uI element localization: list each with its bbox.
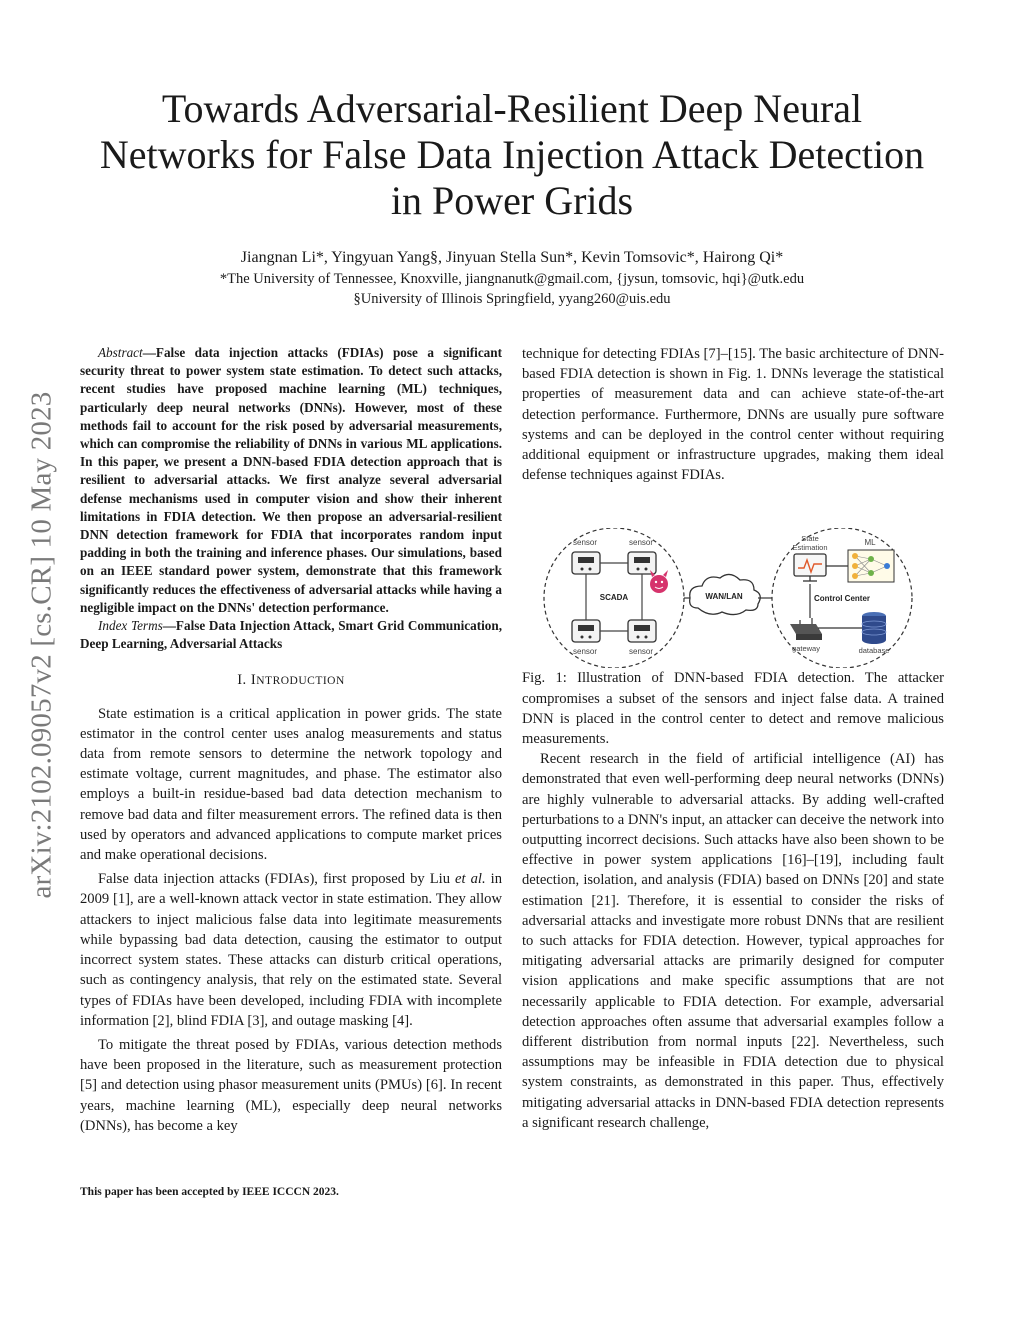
sensor-label-tr: sensor <box>629 538 654 548</box>
right-paragraph-1: technique for detecting FDIAs [7]–[15]. The basic architecture of DNN-based FDIA detection is shown in Fig. 1. DNNs leverage the statistical properties of measurement data and can achieve state-of-the-art detection performance. Furthermore, DNNs are usually pure software systems and can be deployed in the control center without requiring additional equipment or infrastructure upgrades, making them ideal defense techniques against FDIAs. <box>522 346 944 484</box>
meter-icon-tr <box>628 552 656 574</box>
intro-paragraph-1: State estimation is a critical application in power grids. The state estimator in the control center uses analog measurements and status data from remote sensors to determine the network topology and estimate voltage, current magnitudes, and phase. The estimator also employs a built-in residue-based bad data detection mechanism to remove bad data and filter measurement errors. The refined data is then used by operators and advanced applications to compute market prices and make operational decisions. <box>80 705 502 864</box>
paper-title: Towards Adversarial-Resilient Deep Neural Networks for False Data Injection Attack Detection in Power Grids <box>99 86 925 223</box>
database-label: database <box>858 646 890 656</box>
state-estimation-label-1: State <box>801 534 819 544</box>
sensor-label-tl: sensor <box>573 538 598 548</box>
arxiv-stamp <box>12 345 72 945</box>
index-terms: Index Terms—False Data Injection Attack, Smart Grid Communication, Deep Learning, Adversarial Attacks <box>80 618 502 652</box>
footnote: This paper has been accepted by IEEE ICCCN 2023. <box>80 1186 339 1198</box>
intro-paragraph-3: To mitigate the threat posed by FDIAs, various detection methods have been proposed in the literature, such as measurement protection [5] and detection using phasor measurement units (PMUs) [6]. In recent years, machine learning (ML), especially deep neural networks (DNNs), has become a key <box>80 1036 502 1134</box>
database-icon <box>862 612 886 644</box>
monitor-icon <box>794 554 826 581</box>
index-terms-label: Index Terms <box>98 618 163 634</box>
arxiv-id: arXiv:2102.09057v2 [cs.CR] 10 May 2023 <box>25 391 58 899</box>
sensor-label-bl: sensor <box>573 647 598 657</box>
intro-p2-start: False data injection attacks (FDIAs), first proposed by Liu <box>98 871 456 888</box>
right-column <box>522 344 944 1133</box>
intro-p2-etal: et al. <box>455 871 486 888</box>
state-estimation-label-2: Estimation <box>792 543 828 553</box>
ml-label: ML <box>864 538 876 548</box>
section-heading <box>80 670 502 691</box>
gateway-icon <box>790 618 822 640</box>
affiliation-2: §University of Illinois Springfield, yyang260@uis.edu <box>353 291 671 307</box>
control-center-label: Control Center <box>814 594 870 604</box>
section-rest: NTRODUCTION <box>256 675 345 688</box>
abstract-label: Abstract <box>98 345 143 360</box>
abstract: Abstract—False data injection attacks (FDIAs) pose a significant security threat to power system state estimation. To detect such attacks, recent studies have proposed machine learning (ML) techniques, particularly deep neural networks (DNNs). However, most of these methods fail to account for the risk posed by adversarial measurements, which can compromise the reliability of DNNs in various ML applications. In this paper, we present a DNN-based FDIA detection approach that is resilient to adversarial attacks. We first analyze several adversarial defense mechanisms used in computer vision and show their inherent limitations in FDIA detection. We then propose an adversarial-resilient DNN detection framework for FDIA that incorporates random input padding in both the training and inference phases. Our simulations, based on an IEEE standard power system, demonstrate that this framework significantly reduces the effectiveness of adversarial attacks while having a negligible impact on the DNNs' detection performance. <box>80 345 502 615</box>
wan-label: WAN/LAN <box>705 592 743 602</box>
meter-icon-br <box>628 620 656 642</box>
intro-p2-end: in 2009 [1], are a well-known attack vector in state estimation. They allow attackers to inject malicious false data into legitimate measurements while bypassing bad data detection, causing the estimator to output incorrect system states. These attacks can disturb critical operations, such as contingency analysis, that rely on the estimated state. Several types of FDIAs have been developed, including FDIA with incomplete information [2], blind FDIA [3], and outage masking [4]. <box>80 871 503 1029</box>
abstract-text: False data injection attacks (FDIAs) pose a significant security threat to power system state estimation. To detect such attacks, recent studies have proposed machine learning (ML) techniques, particularly deep neural networks (DNNs). However, most of these methods fail to account for the risk posed by adversarial measurements, which can compromise the reliability of DNNs in various ML applications. In this paper, we present a DNN-based FDIA detection approach that is resilient to adversarial attacks. We first analyze several adversarial defense mechanisms used in computer vision and show their inherent limitations in FDIA detection. We then propose an adversarial-resilient DNN detection framework for FDIA that incorporates random input padding in both the training and inference phases. Our simulations, based on an IEEE standard power system, demonstrate that this framework significantly reduces the effectiveness of adversarial attacks while having a negligible impact on the DNNs' detection performance. <box>80 345 502 615</box>
author-block <box>80 247 944 309</box>
attacker-devil-icon <box>650 570 668 593</box>
affiliation-1: *The University of Tennessee, Knoxville, jiangnanutk@gmail.com, {jysun, tomsovic, hqi}@utk.edu <box>219 271 805 287</box>
sensor-label-br: sensor <box>629 647 654 657</box>
section-number: I. <box>237 672 247 689</box>
right-paragraph-2: Recent research in the field of artificial intelligence (AI) has demonstrated that even well-performing deep neural networks (DNNs) are highly vulnerable to adversarial attacks. By adding well-crafted perturbations to a DNN's input, an attacker can deceive the network into outputting incorrect decisions. Such attacks have also been shown to be effective in power system applications [16]–[19], including fault detection, isolation, and analysis (FDIA) based on DNNs [20] and state estimation [21]. Therefore, it is essential to consider the risks of adversarial attacks and investigate more robust DNNs that are resilient to such attacks for FDIA detection. However, typical approaches for mitigating adversarial attacks are primarily designed for computer vision applications and make specific assumptions that are not necessarily applicable to FDIA detection. For example, adversarial detection approaches often assume that adversarial examples follow a different distribution from normal inputs [22]. Nevertheless, such assumptions may be infeasible in FDIA detection due to physical system constraints, as demonstrated in this paper. Thus, effectively mitigating adversarial attacks in DNN-based FDIA detection represents a significant research challenge, <box>522 751 944 1131</box>
neural-network-icon <box>848 550 894 582</box>
scada-label: SCADA <box>599 593 629 603</box>
section-initial: I <box>250 672 257 689</box>
intro-paragraph-2 <box>80 869 502 1031</box>
meter-icon-bl <box>572 620 600 642</box>
index-terms-text: False Data Injection Attack, Smart Grid Communication, Deep Learning, Adversarial Attacks <box>80 618 502 652</box>
figure-1-diagram <box>522 528 944 668</box>
gateway-label: gateway <box>792 644 820 654</box>
figure-caption: Fig. 1: Illustration of DNN-based FDIA detection. The attacker compromises a subset of the sensors and inject false data. A trained DNN is placed in the control center to detect and remove malicious measurements. <box>522 670 944 748</box>
author-list: Jiangnan Li*, Yingyuan Yang§, Jinyuan Stella Sun*, Kevin Tomsovic*, Hairong Qi* <box>240 249 784 266</box>
meter-icon-tl <box>572 552 600 574</box>
left-column <box>80 344 502 1136</box>
